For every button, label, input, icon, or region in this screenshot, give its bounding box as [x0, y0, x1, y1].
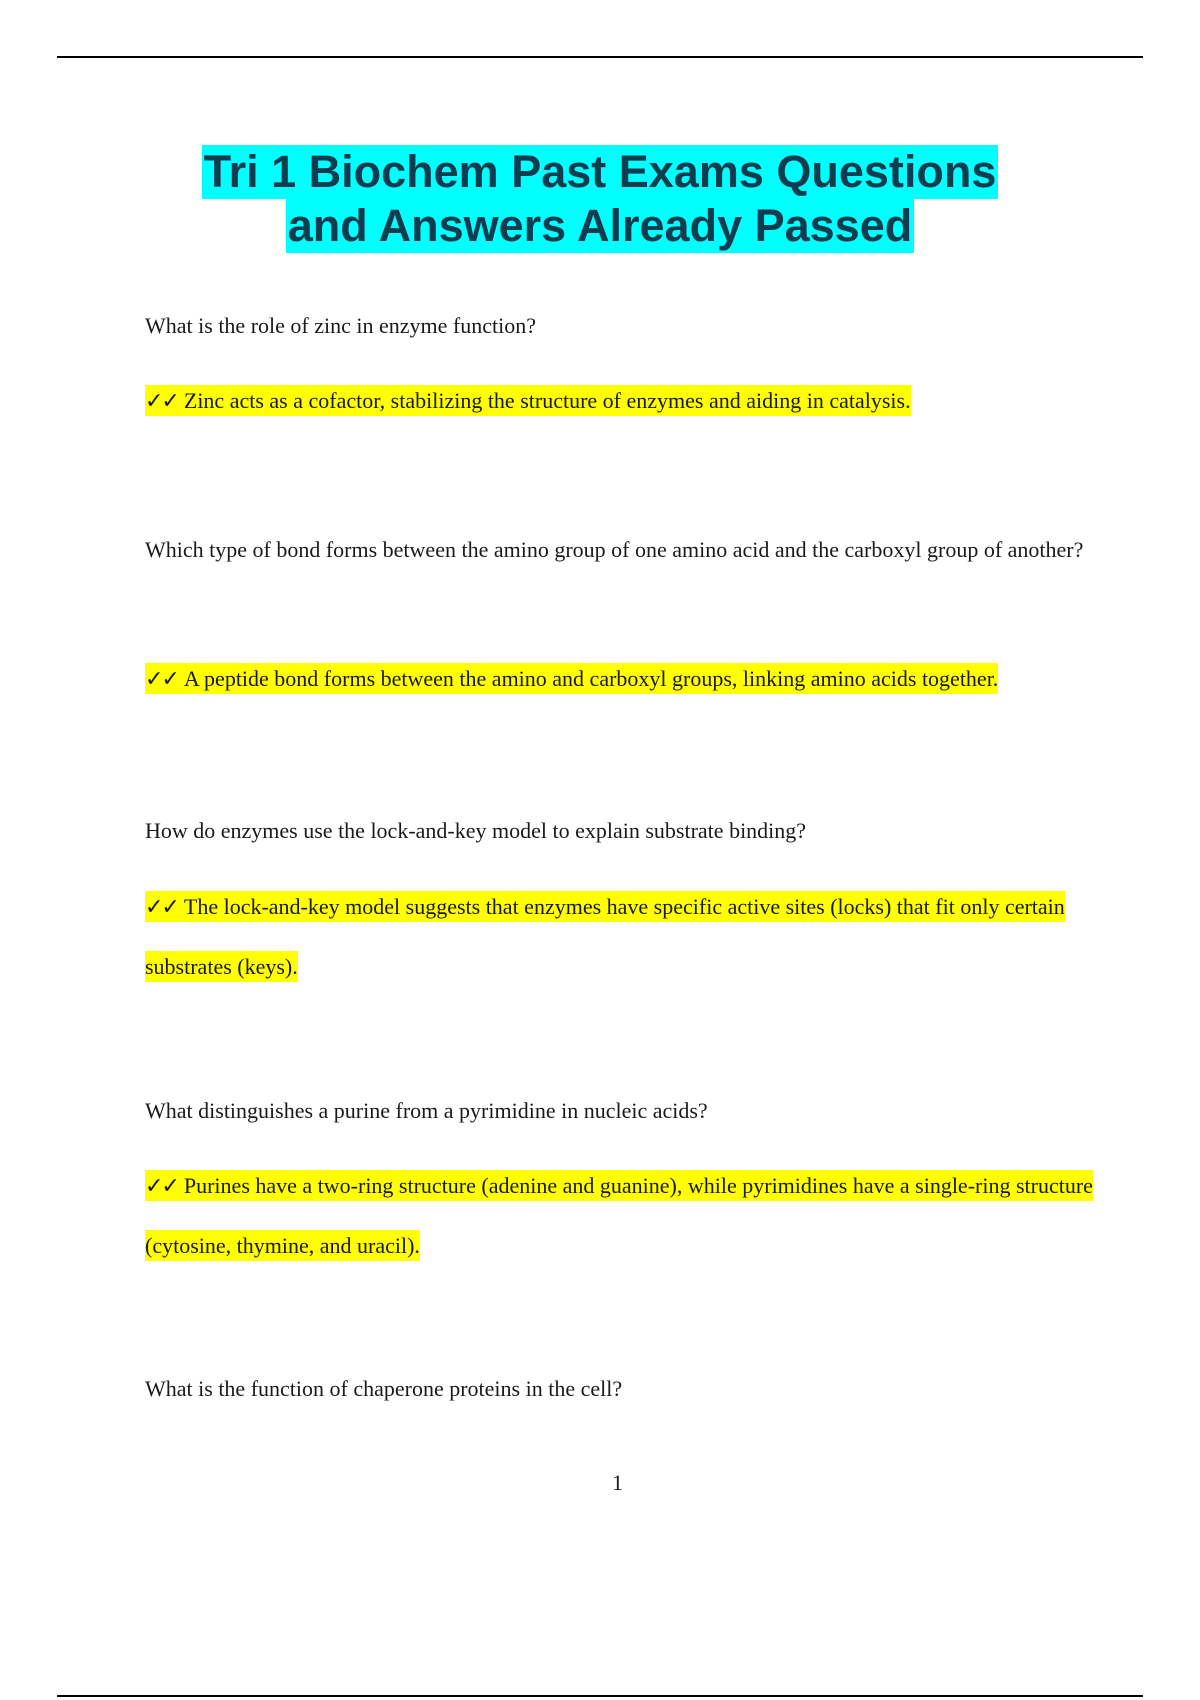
- question-text: What is the function of chaperone proteins in the cell?: [145, 1376, 623, 1401]
- title-line-1: Tri 1 Biochem Past Exams Questions: [203, 146, 997, 197]
- double-check-icon: ✓✓: [145, 895, 178, 920]
- question-text: Which type of bond forms between the amino group of one amino acid and the carboxyl group of another?: [145, 537, 1084, 562]
- answer-highlight: [145, 385, 911, 416]
- answer-text: The lock-and-key model suggests that enzymes have specific active sites (locks) that fit only certain substrates (keys).: [145, 894, 1065, 979]
- answer-highlight: [145, 1170, 1093, 1261]
- answer-text: A peptide bond forms between the amino and carboxyl groups, linking amino acids together.: [183, 666, 999, 691]
- question-4: [145, 1081, 1095, 1141]
- bottom-rule: [57, 1695, 1143, 1697]
- answer-text: Purines have a two-ring structure (adenine and guanine), while pyrimidines have a single-ring structure (cytosine, thymine, and uracil).: [145, 1173, 1093, 1258]
- question-5: [145, 1359, 1095, 1419]
- double-check-icon: ✓✓: [145, 667, 178, 692]
- double-check-icon: ✓✓: [145, 389, 178, 414]
- answer-highlight: [145, 663, 998, 694]
- question-1: [145, 296, 1095, 356]
- answer-4: [145, 1156, 1095, 1276]
- page-number: 1: [612, 1470, 623, 1495]
- question-text: What is the role of zinc in enzyme function?: [145, 313, 536, 338]
- question-3: [145, 801, 1095, 861]
- question-text: How do enzymes use the lock-and-key model to explain substrate binding?: [145, 818, 807, 843]
- question-text: What distinguishes a purine from a pyrimidine in nucleic acids?: [145, 1098, 708, 1123]
- top-rule: [57, 56, 1143, 58]
- question-2: [145, 520, 1095, 580]
- title-line-2: and Answers Already Passed: [287, 200, 913, 251]
- answer-text: Zinc acts as a cofactor, stabilizing the structure of enzymes and aiding in catalysis.: [183, 388, 911, 413]
- answer-1: [145, 371, 1095, 431]
- answer-3: [145, 877, 1095, 997]
- document-title: [57, 145, 1143, 253]
- answer-highlight: [145, 891, 1065, 982]
- answer-2: [145, 649, 1095, 709]
- double-check-icon: ✓✓: [145, 1174, 178, 1199]
